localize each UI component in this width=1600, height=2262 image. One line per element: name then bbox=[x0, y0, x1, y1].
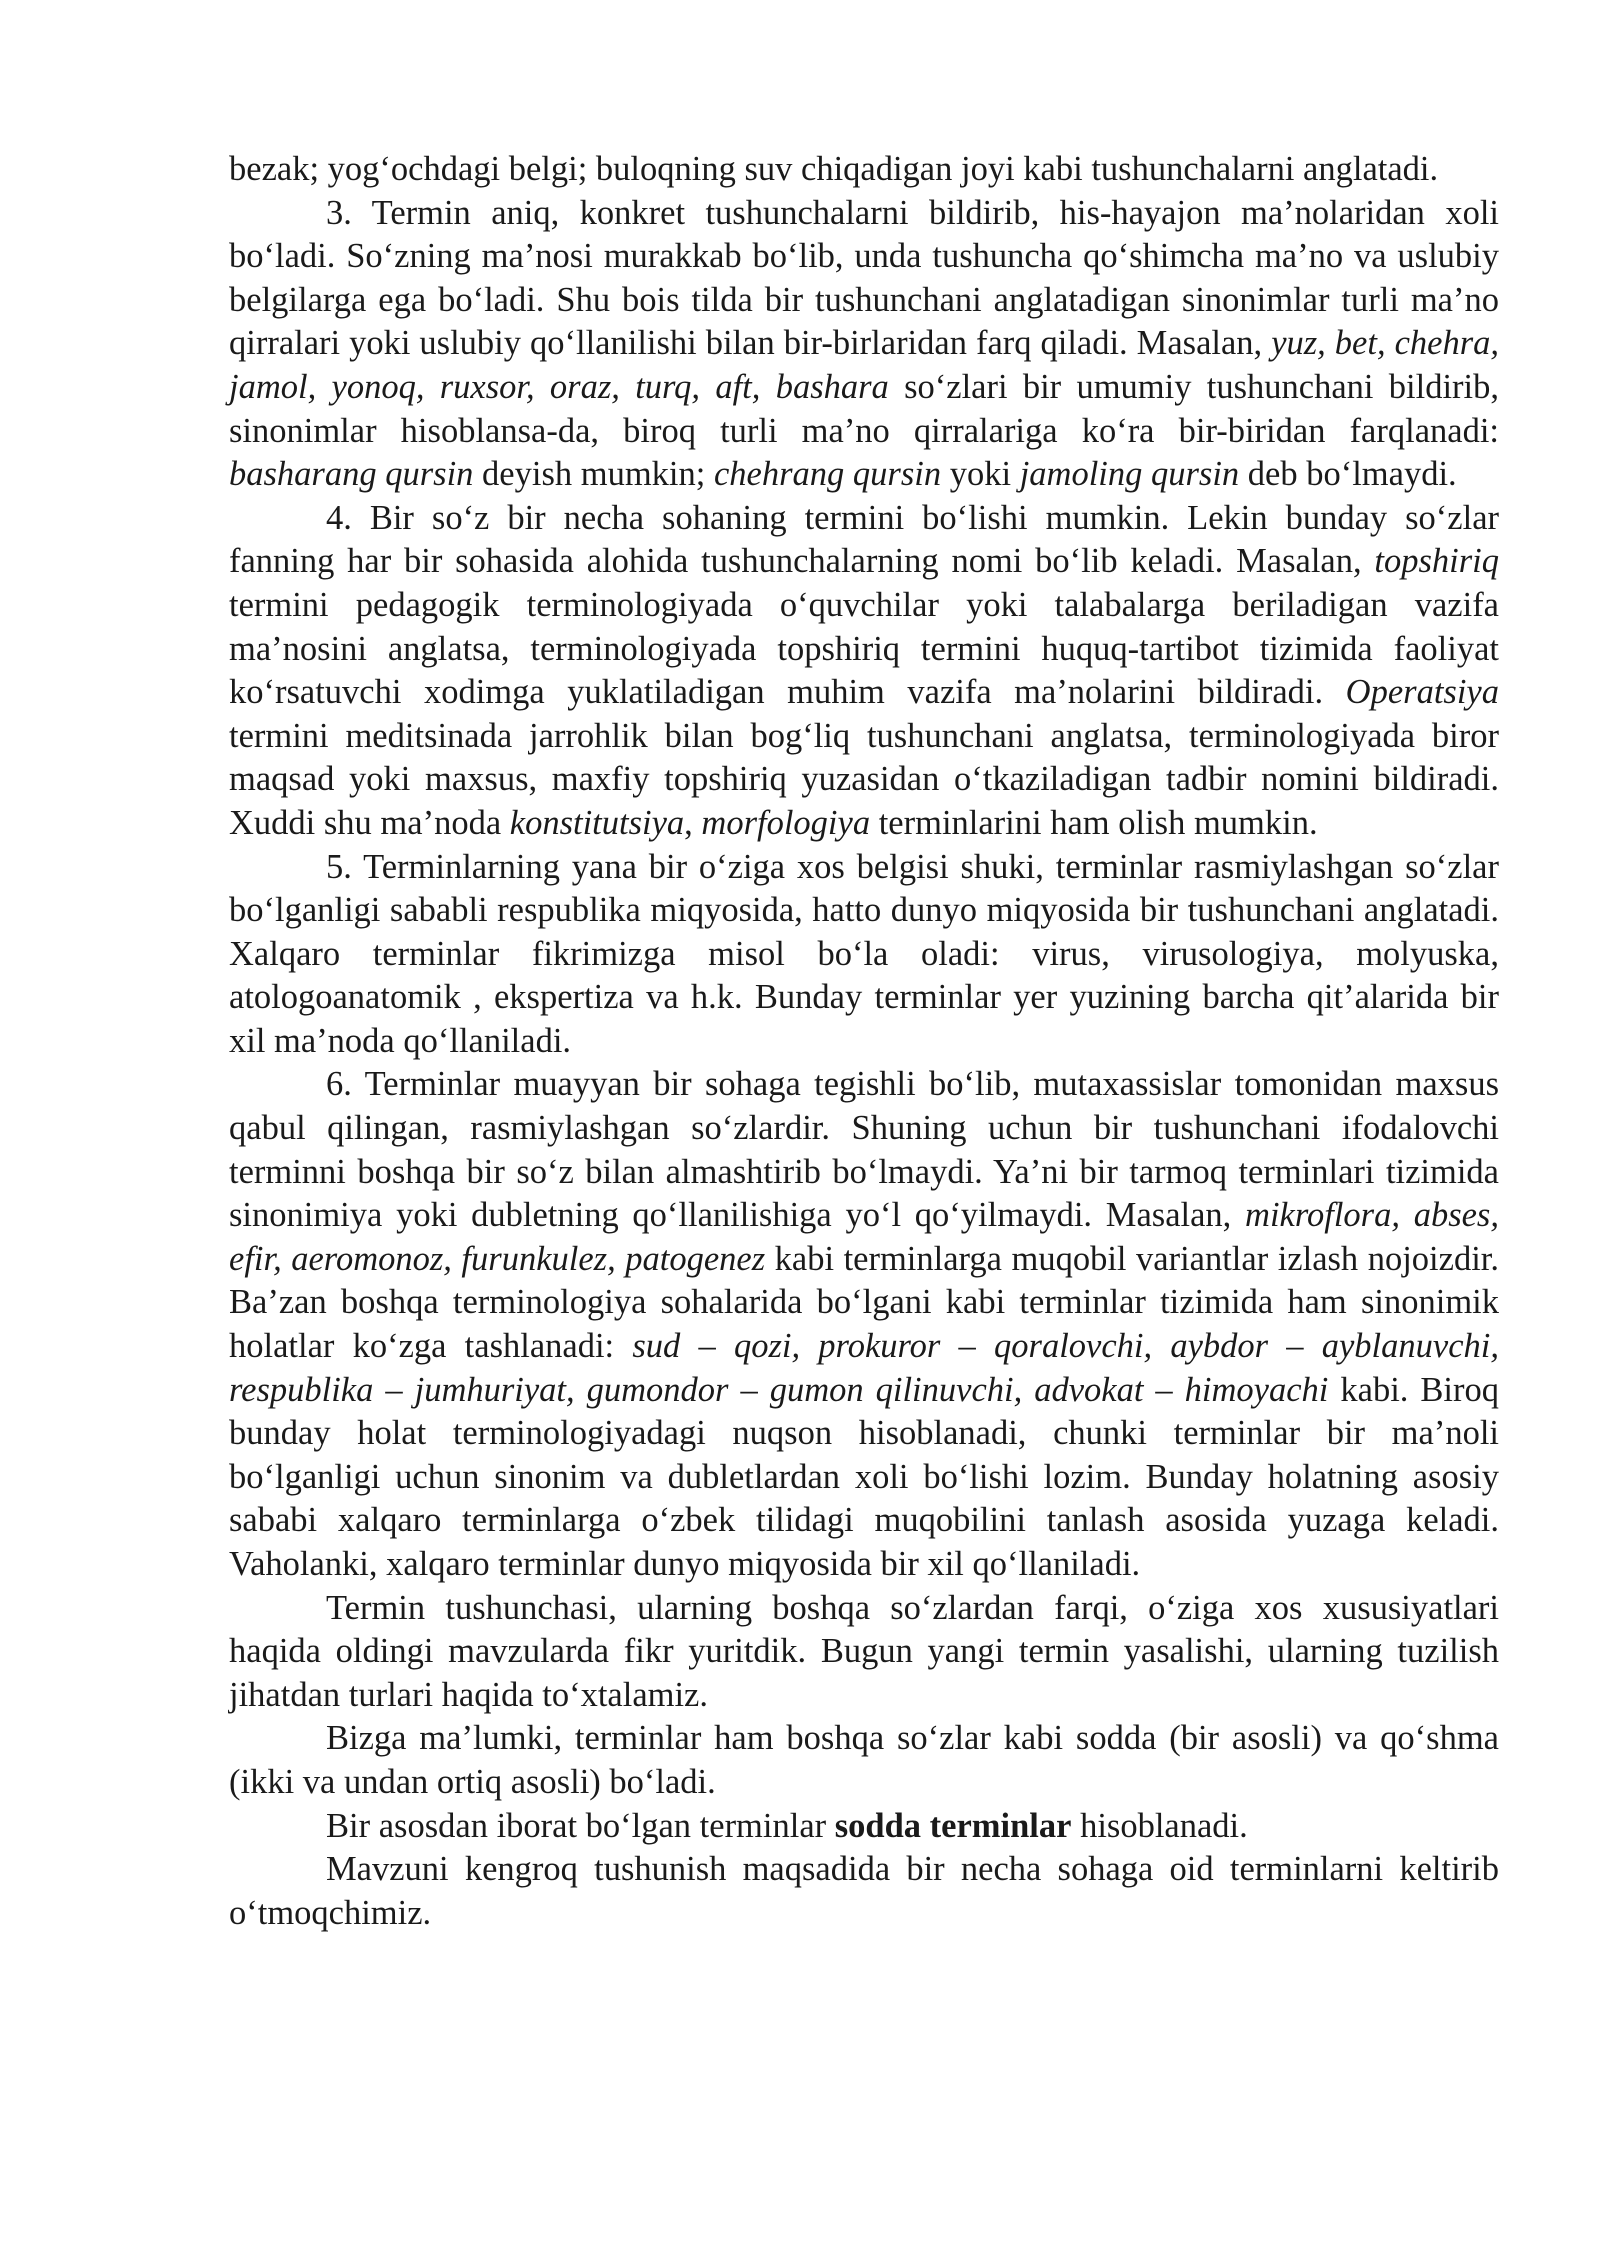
bold-term: sodda terminlar bbox=[834, 1806, 1072, 1845]
text-run: 6. Terminlar muayyan bir sohaga tegishli bo‘lib, mutaxassislar tomonidan maxsus qabul qilingan, rasmiylashgan so‘zlardir. Shuning uchun bir tushunchani ifodalovchi terminni boshqa bir so‘z bilan almashtirib bo‘lmaydi. Ya’ni bir tarmoq terminlari tizimida sinonimiya yoki dubletning qo‘llanilishiga yo‘l qo‘yilmaydi. Masalan, bbox=[229, 1065, 1499, 1235]
paragraph bbox=[229, 148, 1499, 192]
paragraph bbox=[229, 192, 1499, 497]
text-run: so‘zlari bir umumiy tushunchani bildirib, sinonimlar hisoblansa-da, biroq turli ma’no qirralariga ko‘ra bir-biridan farqlanadi: bbox=[229, 367, 1499, 450]
text-run: Bizga ma’lumki, terminlar ham boshqa so‘zlar kabi sodda (bir asosli) va qo‘shma (ikki va undan ortiq asosli) bo‘ladi. bbox=[229, 1719, 1499, 1801]
text-run: bezak; yog‘ochdagi belgi; buloqning suv chiqadigan joyi kabi tushunchalarni anglatadi. bbox=[229, 150, 1439, 188]
text-run: 3. Termin aniq, konkret tushunchalarni bildirib, his-hayajon ma’nolaridan xoli bo‘ladi. So‘zning ma’nosi murakkab bo‘lib, unda tushuncha qo‘shimcha ma’no va uslubiy belgilarga ega bo‘ladi. Shu bois tilda bir tushunchani anglatadigan sinonimlar turli ma’no qirralari yoki uslubiy qo‘llanilishi bilan bir-birlaridan farq qiladi. Masalan, bbox=[229, 193, 1499, 363]
paragraph bbox=[229, 1587, 1499, 1718]
italic-term: morfologiya bbox=[701, 803, 871, 842]
italic-term: Operatsiya bbox=[1345, 673, 1499, 712]
italic-term: jamoling qursin bbox=[1019, 455, 1240, 494]
paragraph bbox=[229, 1063, 1499, 1586]
italic-term: chehrang qursin bbox=[713, 455, 942, 494]
italic-term: sud – qozi, prokuror – qoralovchi, aybdor – ayblanuvchi, respublika – jumhuriyat, gumondor – gumon qilinuvchi, advokat – himoyachi bbox=[229, 1327, 1499, 1409]
text-run: Mavzuni kengroq tushunish maqsadida bir necha sohaga oid terminlarni keltirib o‘tmoqchimiz. bbox=[229, 1850, 1499, 1932]
text-run: yoki bbox=[941, 455, 1020, 494]
text-run: hisoblanadi. bbox=[1071, 1806, 1248, 1845]
italic-term: topshiriq bbox=[1374, 542, 1499, 581]
text-run: Bir asosdan iborat bo‘lgan terminlar bbox=[326, 1806, 835, 1845]
text-run: deyish mumkin; bbox=[473, 455, 714, 494]
paragraph bbox=[229, 497, 1499, 846]
text-run: termini meditsinada jarrohlik bilan bog‘liq tushunchani anglatsa, terminologiyada biror maqsad yoki maxsus, maxfiy topshiriq yuzasidan o‘tkaziladigan tadbir nomini bildiradi. Xuddi shu ma’noda bbox=[229, 716, 1499, 842]
paragraph bbox=[229, 846, 1499, 1064]
italic-term: basharang qursin bbox=[229, 455, 474, 494]
text-run: 5. Terminlarning yana bir o‘ziga xos belgisi shuki, terminlar rasmiylashgan so‘zlar bo‘lganligi sababli respublika miqyosida, hatto dunyo miqyosida bir tushunchani anglatadi. Xalqaro terminlar fikrimizga misol bo‘la oladi: virus, virusologiya, molyuska, atologoanatomik , ekspertiza va h.k. Bunday terminlar yer yuzining barcha qit’alarida bir xil ma’noda qo‘llaniladi. bbox=[229, 847, 1499, 1060]
text-run: kabi. Biroq bunday holat terminologiyadagi nuqson hisoblanadi, chunki terminlar bir ma’noli bo‘lganligi uchun sinonim va dubletlardan xoli bo‘lishi lozim. Bunday holatning asosiy sababi xalqaro terminlarga o‘zbek tilidagi muqobilini tanlash asosida yuzaga keladi. Vaholanki, xalqaro terminlar dunyo miqyosida bir xil qo‘llaniladi. bbox=[229, 1370, 1500, 1583]
italic-term: yuz, bet, chehra, jamol, yonoq, ruxsor, oraz, turq, aft, bashara bbox=[229, 324, 1499, 406]
text-run: termini pedagogik terminologiyada o‘quvchilar yoki talabalarga beriladigan vazifa ma’nosini anglatsa, terminologiyada topshiriq termini huquq-tartibot tizimida faoliyat ko‘rsatuvchi xodimga yuklatiladigan muhim vazifa ma’nolarini bildiradi. bbox=[229, 585, 1499, 712]
text-run: terminlarini ham olish mumkin. bbox=[870, 803, 1318, 842]
text-run: deb bo‘lmaydi. bbox=[1239, 455, 1457, 494]
text-run: Termin tushunchasi, ularning boshqa so‘zlardan farqi, o‘ziga xos xususiyatlari haqida oldingi mavzularda fikr yuritdik. Bugun yangi termin yasalishi, ularning tuzilish jihatdan turlari haqida to‘xtalamiz. bbox=[229, 1588, 1499, 1714]
paragraph bbox=[229, 1717, 1499, 1804]
text-run: , bbox=[684, 803, 702, 842]
paragraph bbox=[229, 1805, 1499, 1849]
text-run: kabi terminlarga muqobil variantlar izlash nojoizdir. Ba’zan boshqa terminologiya sohalarida bo‘lgani kabi terminlar tizimida ham sinonimik holatlar ko‘zga tashlanadi: bbox=[229, 1239, 1499, 1366]
document-page bbox=[229, 148, 1499, 1935]
text-run: 4. Bir so‘z bir necha sohaning termini bo‘lishi mumkin. Lekin bunday so‘zlar fanning har bir sohasida alohida tushunchalarning nomi bo‘lib keladi. Masalan, bbox=[229, 498, 1499, 581]
italic-term: mikroflora, abses, efir, aeromonoz, furunkulez, patogenez bbox=[229, 1196, 1499, 1278]
italic-term: konstitutsiya bbox=[509, 803, 685, 842]
paragraph bbox=[229, 1848, 1499, 1935]
